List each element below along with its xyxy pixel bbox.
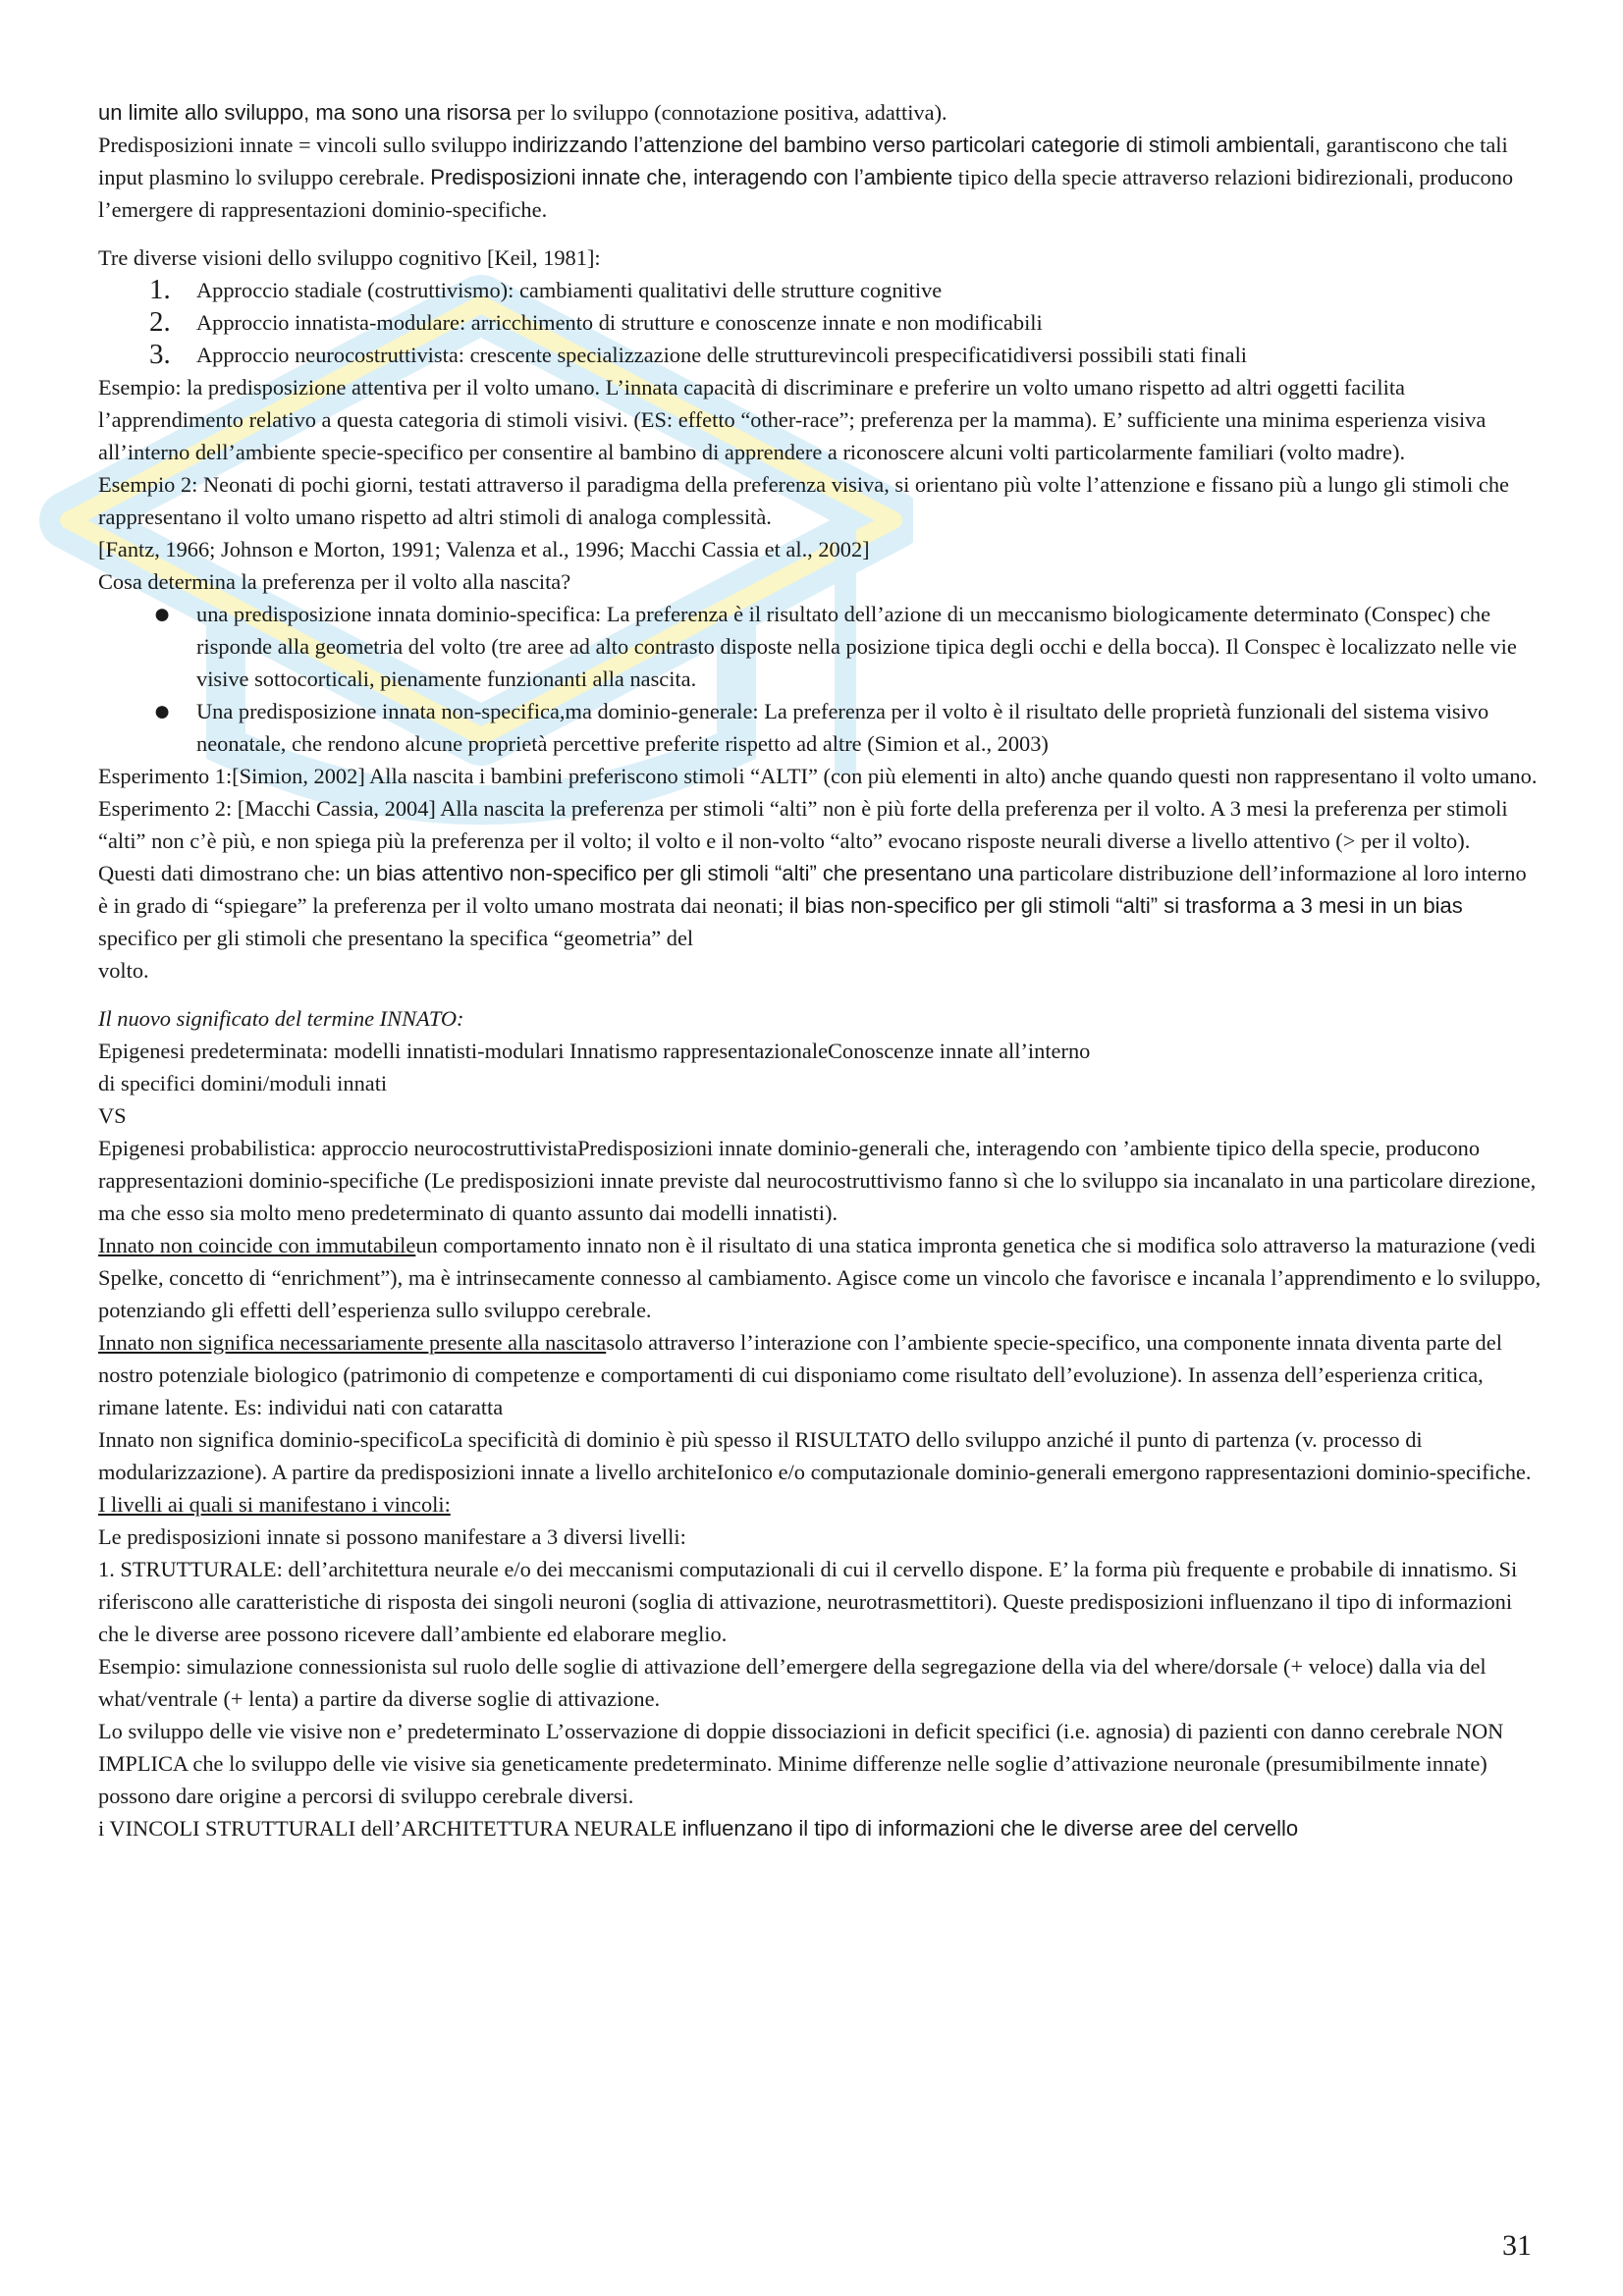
paragraph-immutable bbox=[98, 1229, 1542, 1326]
list-item bbox=[98, 339, 1542, 371]
underlined-term: Innato non significa necessariamente presente alla nascita bbox=[98, 1330, 607, 1355]
text-serif: i VINCOLI STRUTTURALI dell’ARCHITETTURA NEURALE bbox=[98, 1816, 682, 1841]
text-serif: tipico della specie attraverso relazioni bidirezionali, producono l’emergere di rappresentazioni dominio-specifiche. bbox=[98, 165, 1514, 222]
text-serif: Questi dati dimostrano che: bbox=[98, 861, 347, 885]
list-item-text: Approccio neurocostruttivista: crescente specializzazione delle strutturevincoli prespecificatidiversi possibili stati finali bbox=[196, 343, 1248, 367]
question: Cosa determina la preferenza per il volto alla nascita? bbox=[98, 569, 571, 594]
text-serif: volto. bbox=[98, 958, 149, 983]
citations: [Fantz, 1966; Johnson e Morton, 1991; Valenza et al., 1996; Macchi Cassia et al., 2002] bbox=[98, 537, 870, 561]
paragraph-epigenesis-1 bbox=[98, 1035, 1542, 1099]
list-number: 1. bbox=[149, 274, 171, 305]
text-sans: Predisposizioni innate che, interagendo con l’ambiente bbox=[430, 165, 953, 189]
text-serif: particolare distribuzione dell’informazione al loro interno è in grado di “spiegare” la preferenza per il volto umano mostrata dai neonati; bbox=[98, 861, 1527, 918]
bullet-text: Una predisposizione innata non-specifica,ma dominio-generale: La preferenza per il volto è il risultato delle proprietà funzionali del sistema visivo neonatale, che rendono alcune proprietà percettive preferite rispetto ad altre (Simion et al., 2003) bbox=[196, 699, 1489, 756]
paragraph-example-1: Esempio: la predisposizione attentiva per il volto umano. L’innata capacità di discriminare e preferire un volto umano rispetto ad altri oggetti facilita l’apprendimento relativo a questa categoria di stimoli visivi. (ES: effetto “other-race”; preferenza per la mamma). E’ sufficiente una minima esperienza visiva all’interno dell’ambiente specie-specifico per consentire al bambino di apprendere a riconoscere alcuni volti particolarmente familiari (volto madre). bbox=[98, 375, 1487, 464]
list-number: 3. bbox=[149, 339, 171, 370]
vs-label: VS bbox=[98, 1103, 127, 1128]
section-heading-innate: Il nuovo significato del termine INNATO: bbox=[98, 1006, 464, 1031]
paragraph-level-1: 1. STRUTTURALE: dell’architettura neurale e/o dei meccanismi computazionali di cui il cervello dispone. E’ la forma più frequente e probabile di innatismo. Si riferiscono alle caratteristiche di risposta dei singoli neuroni (soglia di attivazione, neurotrasmettitori). Queste predisposizioni influenzano il tipo di informazioni che le diverse aree possono ricevere dall’ambiente ed elaborare meglio. bbox=[98, 1557, 1518, 1646]
underlined-term: Innato non coincide con immutabile bbox=[98, 1233, 416, 1257]
bullet-item bbox=[98, 598, 1542, 695]
text-sans: un limite allo sviluppo, ma sono una risorsa bbox=[98, 100, 512, 125]
text-sans: il bias non-specifico per gli stimoli “alti” si trasforma a 3 mesi in un bias bbox=[788, 893, 1463, 918]
numbered-list bbox=[98, 274, 1542, 371]
paragraph-example-2: Esempio 2: Neonati di pochi giorni, testati attraverso il paradigma della preferenza visiva, si orientano più volte l’attenzione e fissano più a lungo gli stimoli che rappresentano il volto umano rispetto ad altri stimoli di analoga complessità. bbox=[98, 472, 1509, 529]
levels-intro: Le predisposizioni innate si possono manifestare a 3 diversi livelli: bbox=[98, 1524, 686, 1549]
bullet-icon: ● bbox=[153, 598, 172, 630]
text-serif: Predisposizioni innate = vincoli sullo sviluppo bbox=[98, 133, 513, 157]
paragraph-present-at-birth bbox=[98, 1326, 1542, 1423]
paragraph-simulation-example: Esempio: simulazione connessionista sul ruolo delle soglie di attivazione dell’emergere della segregazione della via del where/dorsale (+ veloce) dalla via del what/ventrale (+ lenta) a partire da diverse soglie di attivazione. bbox=[98, 1654, 1487, 1711]
visions-intro: Tre diverse visioni dello sviluppo cognitivo [Keil, 1981]: bbox=[98, 245, 601, 270]
text-sans: un bias attentivo non-specifico per gli stimoli “alti” che presentano una bbox=[346, 861, 1014, 885]
list-item bbox=[98, 306, 1542, 339]
text-serif: Epigenesi predeterminata: modelli innatisti-modulari Innatismo rappresentazionaleConoscenze innate all’interno bbox=[98, 1039, 1091, 1063]
document-page bbox=[98, 96, 1542, 1844]
bullet-item bbox=[98, 695, 1542, 760]
paragraph-visual-pathways: Lo sviluppo delle vie visive non e’ predeterminato L’osservazione di doppie dissociazioni in deficit specifici (i.e. agnosia) di pazienti con danno cerebrale NON IMPLICA che lo sviluppo delle vie visive sia geneticamente predeterminato. Minime differenze nelle soglie d’attivazione neuronale (presumibilmente innate) possono dare origine a percorsi di sviluppo cerebrale diversi. bbox=[98, 1719, 1504, 1808]
bullet-text: una predisposizione innata dominio-specifica: La preferenza è il risultato dell’azione di un meccanismo biologicamente determinato (Conspec) che risponde alla geometria del volto (tre aree ad alto contrasto disposte nella posizione tipica degli occhi e della bocca). Il Conspec è localizzato nelle vie visive sottocorticali, pienamente funzionanti alla nascita. bbox=[196, 602, 1517, 691]
text-serif: per lo sviluppo (connotazione positiva, adattiva). bbox=[511, 100, 947, 125]
text-sans: indirizzando l’attenzione del bambino verso particolari categorie di stimoli ambientali, bbox=[512, 133, 1321, 157]
text-sans: influenzano il tipo di informazioni che le diverse aree del cervello bbox=[681, 1816, 1299, 1841]
text-serif: specifico per gli stimoli che presentano la specifica “geometria” del bbox=[98, 926, 694, 950]
list-item bbox=[98, 274, 1542, 306]
paragraph-experiment-1: Esperimento 1:[Simion, 2002] Alla nascita i bambini preferiscono stimoli “ALTI” (con più elementi in alto) anche quando questi non rappresentano il volto umano. bbox=[98, 764, 1538, 788]
list-number: 2. bbox=[149, 306, 171, 338]
paragraph-experiment-2: Esperimento 2: [Macchi Cassia, 2004] Alla nascita la preferenza per stimoli “alti” non è più forte della preferenza per il volto. A 3 mesi la preferenza per stimoli “alti” non c’è più, e non spiega più la preferenza per il volto; il volto e il non-volto “alto” evocano risposte neurali diverse a livello attentivo (> per il volto). bbox=[98, 796, 1508, 853]
paragraph-conclusion bbox=[98, 857, 1542, 987]
paragraph-predispositions bbox=[98, 129, 1542, 226]
paragraph-domain-specific: Innato non significa dominio-specificoLa specificità di dominio è più spesso il RISULTATO dello sviluppo anziché il punto di partenza (v. processo di modularizzazione). A partire da predisposizioni innate a livello archite​Ionico e/o computazionale dominio-generali emergono rappresentazioni dominio-specifiche. bbox=[98, 1427, 1532, 1484]
text-serif: garantiscono che tali input plasmino lo sviluppo cerebrale. bbox=[98, 133, 1508, 189]
paragraph-final bbox=[98, 1812, 1542, 1844]
text-serif: solo attraverso l’interazione con l’ambiente specie-specifico, una componente innata diventa parte del nostro potenziale biologico (patrimonio di competenze e comportamenti di cui disponiamo come risultato dell’evoluzione). In assenza dell’esperienza critica, rimane latente. Es: individui nati con cataratta bbox=[98, 1330, 1502, 1419]
text-serif: un comportamento innato non è il risultato di una statica impronta genetica che si modifica solo attraverso la maturazione (vedi Spelke, concetto di “enrichment”), ma è intrinsecamente connesso al cambiamento. Agisce come un vincolo che favorisce e incanala l’apprendimento e lo sviluppo, potenziando gli effetti dell’esperienza sullo sviluppo cerebrale. bbox=[98, 1233, 1542, 1322]
bullet-list bbox=[98, 598, 1542, 760]
paragraph-epigenesis-2: Epigenesi probabilistica: approccio neurocostruttivistaPredisposizioni innate dominio-generali che, interagendo con ’ambiente tipico della specie, producono rappresentazioni dominio-specifiche (Le predisposizioni innate previste dal neurocostruttivismo fanno sì che lo sviluppo sia incanalato in una particolare direzione, ma che esso sia molto meno predeterminato di quanto assunto dai modelli innatisti). bbox=[98, 1136, 1537, 1225]
paragraph-intro bbox=[98, 96, 1542, 129]
page-number: 31 bbox=[1502, 2229, 1532, 2262]
text-serif: di specifici domini/moduli innati bbox=[98, 1071, 388, 1095]
bullet-icon: ● bbox=[153, 695, 172, 727]
list-item-text: Approccio stadiale (costruttivismo): cambiamenti qualitativi delle strutture cognitive bbox=[196, 278, 943, 302]
section-heading-levels: I livelli ai quali si manifestano i vincoli: bbox=[98, 1492, 451, 1517]
list-item-text: Approccio innatista-modulare: arricchimento di strutture e conoscenze innate e non modificabili bbox=[196, 310, 1043, 335]
